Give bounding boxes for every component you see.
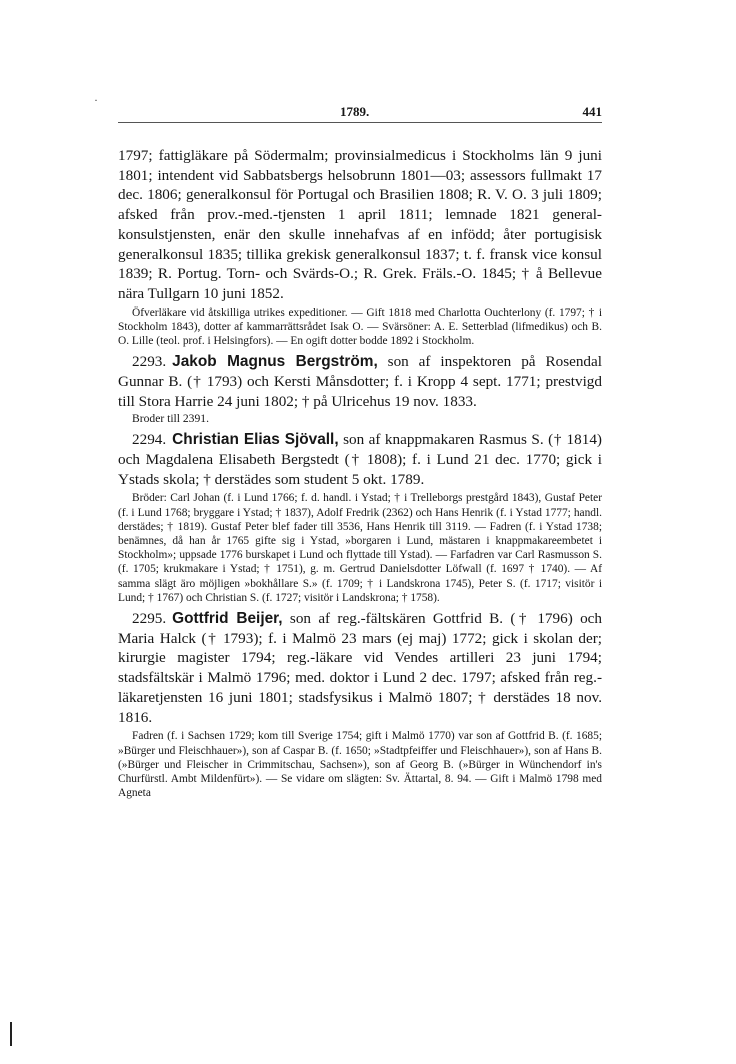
entry-2295-note: Fadren (f. i Sachsen 1729; kom till Sverige 1754; gift i Malmö 1770) var son af Gottfrid B. (f. 1685; »Bürger und Fleischhauer»), son af Caspar B. (f. 1650; »Stadtpfeiffer und Fleischhauer»), son af Hans B. (»Bürger und Fleischer in Crimmitschau, Sachsen»), son af Georg B. (»Bürger in Wünchendorf in's Churfürstl. Ambt Mildenfürt»). — Se vidare om slägten: Sv. Ättartal, 8. 94. — Gift i Malmö 1798 med Agneta xyxy=(118,730,602,800)
entry-2292-continuation xyxy=(118,146,602,348)
entry-2294-body xyxy=(118,430,602,489)
entry-2295-text: son af reg.-fältskären Gottfrid B. († 1796) och Maria Halck († 1793); f. i Malmö 23 mars (ej maj) 1772; gick i skolan der; kirurgie magister 1794; reg.-läkare vid Vendes artilleri 23 juni 1794; stadsfältskär i Malmö 1796; med. doktor i Lund 2 dec. 1797; afsked från reg.-läkaretjensten 16 juni 1801; stadsfysikus i Malmö 1807; † derstädes 18 nov. 1816. xyxy=(118,610,602,726)
margin-bar xyxy=(10,1022,12,1046)
entry-2292-note: Öfverläkare vid åtskilliga utrikes expeditioner. — Gift 1818 med Charlotta Ouchterlony (f. 1797; † i Stockholm 1843), dotter af kammarrättsrådet Isak O. — Svärsöner: A. E. Setterblad (lifmedikus) och B. O. Lille (teol. prof. i Helsingfors). — En ogift dotter bodde 1892 i Stockholm. xyxy=(118,306,602,348)
entry-2293-note: Broder till 2391. xyxy=(132,412,209,426)
margin-dot: · xyxy=(94,93,98,107)
entry-2295-number: 2295. xyxy=(132,610,167,628)
page-number: 441 xyxy=(582,104,602,119)
text-column xyxy=(118,100,602,804)
entry-2294-text: son af knappmakaren Rasmus S. († 1814) och Magdalena Elisabeth Bergstedt († 1808); f. i Lund 21 dec. 1770; gick i Ystads skola; † derstädes som student 5 okt. 1789. xyxy=(118,431,602,488)
running-head xyxy=(118,100,602,124)
entry-2293-name: Jakob Magnus Bergström, xyxy=(172,353,378,371)
entry-2295 xyxy=(118,609,602,800)
entry-2293 xyxy=(118,352,602,426)
entry-2293-number: 2293. xyxy=(132,353,167,371)
entry-2292-body: 1797; fattigläkare på Södermalm; provinsialmedicus i Stockholms län 9 juni 1801; intendent vid Sabbatsbergs helsobrunn 1801—03; assessors fullmakt 17 dec. 1806; generalkonsul för Portugal och Brasilien 1808; R. V. O. 3 juli 1809; afsked från prov.-med.-tjensten 1 april 1811; lemnade 1821 general-konsulstjensten, enär den skulle innehafvas af en infödd; åter portugisisk generalkonsul 1835; tillika grekisk generalkonsul 1837; t. f. fransk vice konsul 1839; R. Portug. Torn- och Svärds-O.; R. Grek. Fräls.-O. 1845; † å Bellevue nära Tullgarn 10 juni 1852. xyxy=(118,147,602,302)
entry-2294-name: Christian Elias Sjövall, xyxy=(172,431,339,449)
entry-2294-note: Bröder: Carl Johan (f. i Lund 1766; f. d. handl. i Ystad; † i Trelleborgs prestgård 1843), Gustaf Peter (f. i Lund 1768; bryggare i Ystad; † 1837), Adolf Fredrik (2362) och Hans Henrik (f. i Ystad 1777; handl. derstädes; † 1819). Gustaf Peter blef fader till 3536, Hans Henrik till 3119. — Fadren (f. i Ystad 1738; benämnes, då han år 1765 gifte sig i Ystad, »borgaren i Lund, mästaren i knappmakareembetet i Stockholm»; uppsade 1776 burskapet i Lund och flyttade till Ystad). — Farfadren var Carl Rasmusson S. (f. 1705; krukmakare i Ystad; † 1751), g. m. Gertrud Danielsdotter Löfwall (f. 1697 † 1740). — Af samma slägt äro möjligen »bokhållare S.» (f. 1709; † i Landskrona 1745), Peter S. (f. 1717; visitör i Lund; † 1767) och Christian S. (f. 1727; visitör i Landskrona; † 1758). xyxy=(118,492,602,604)
entry-2295-body xyxy=(118,609,602,727)
running-head-year: 1789. xyxy=(340,104,370,119)
entry-2293-body xyxy=(118,352,602,411)
entry-2295-name: Gottfrid Beijer, xyxy=(172,610,283,628)
entry-2294 xyxy=(118,430,602,605)
entry-2293-text: son af inspektoren på Rosendal Gunnar B. († 1793) och Kersti Månsdotter; f. i Kropp 4 sept. 1771; prestvigd till Stora Harrie 24 juni 1802; † på Ulricehus 19 nov. 1833. xyxy=(118,353,602,410)
entry-2294-number: 2294. xyxy=(132,431,167,449)
header-rule xyxy=(118,122,602,123)
